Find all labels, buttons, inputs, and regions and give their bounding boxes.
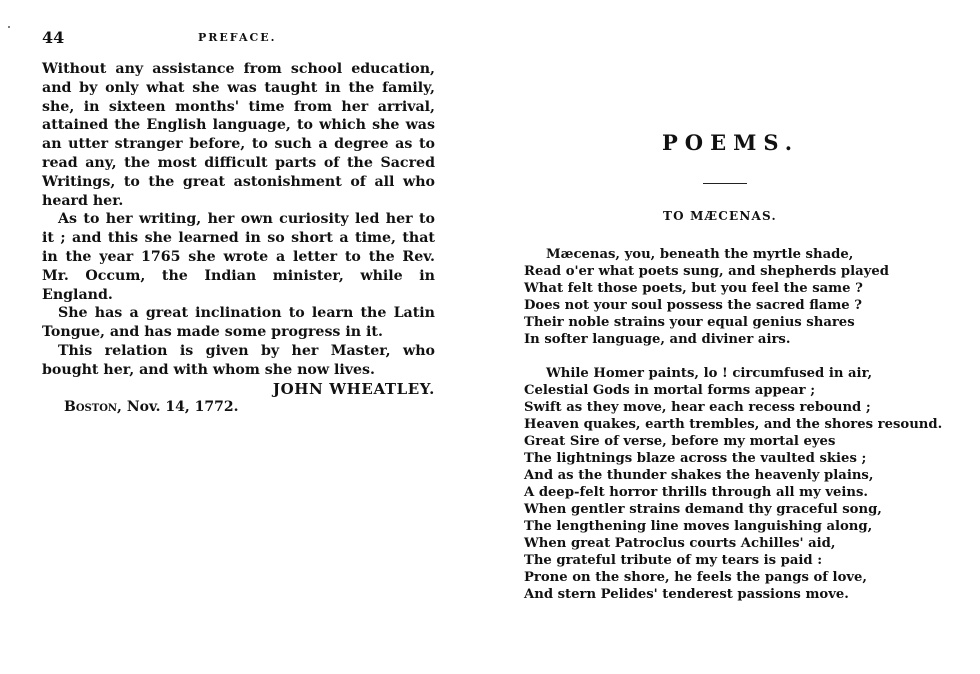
dateline-date: Nov. 14, 1772. [126, 399, 239, 416]
poems-heading: POEMS. [662, 130, 800, 155]
poem-text [524, 246, 964, 620]
poem-line: A deep-felt horror thrills through all my veins. [524, 485, 869, 500]
preface-body [42, 60, 435, 417]
stanza [524, 365, 964, 603]
preface-paragraph: Without any assistance from school education, and by only what she was taught in the family, she, in sixteen months' time from her arrival, attained the English language, to which she was an utter stranger before, to such a degree as to read any, the most difficult parts of the Sacred Writings, to the great astonishment of all who heard her. [42, 61, 435, 209]
poem-line: Does not your soul possess the sacred flame ? [524, 298, 863, 313]
signature: JOHN WHEATLEY. [272, 379, 435, 398]
poem-line: Great Sire of verse, before my mortal eyes [524, 434, 836, 449]
poem-line: Read o'er what poets sung, and shepherds played [524, 264, 889, 279]
preface-paragraph: She has a great inclination to learn the Latin Tongue, and has made some progress in it. [42, 305, 435, 341]
section-rule [703, 183, 747, 184]
poem-line: And stern Pelides' tenderest passions move. [524, 587, 849, 602]
poem-line: When great Patroclus courts Achilles' aid, [524, 536, 836, 551]
dateline [42, 398, 435, 417]
poem-line: Celestial Gods in mortal forms appear ; [524, 383, 816, 398]
preface-paragraph: As to her writing, her own curiosity led her to it ; and this she learned in so short a time, that in the year 1765 she wrote a letter to the Rev. Mr. Occum, the Indian minister, while in England. [42, 211, 435, 303]
poem-line: The lengthening line moves languishing along, [524, 519, 873, 534]
poem-line: When gentler strains demand thy graceful song, [524, 502, 882, 517]
poem-line: In softer language, and diviner airs. [524, 332, 791, 347]
poem-title: TO MÆCENAS. [663, 209, 777, 223]
poem-line: And as the thunder shakes the heavenly plains, [524, 468, 874, 483]
poem-line: Swift as they move, hear each recess rebound ; [524, 400, 871, 415]
preface-paragraph: This relation is given by her Master, who bought her, and with whom she now lives. [42, 342, 435, 378]
poem-line: What felt those poets, but you feel the same ? [524, 281, 863, 296]
poem-line: Prone on the shore, he feels the pangs of love, [524, 570, 868, 585]
poem-line: Mæcenas, you, beneath the myrtle shade, [546, 247, 854, 262]
running-head: PREFACE. [198, 31, 277, 44]
dateline-place: Boston, [64, 399, 122, 416]
poem-line: While Homer paints, lo ! circumfused in air, [546, 366, 873, 381]
stanza [524, 246, 964, 348]
poem-line: The grateful tribute of my tears is paid : [524, 553, 823, 568]
poem-line: Their noble strains your equal genius shares [524, 315, 855, 330]
poem-line: Heaven quakes, earth trembles, and the shores resound. [524, 417, 943, 432]
page-number: 44 [42, 28, 65, 47]
poem-line: The lightnings blaze across the vaulted skies ; [524, 451, 867, 466]
right-page [490, 0, 980, 674]
